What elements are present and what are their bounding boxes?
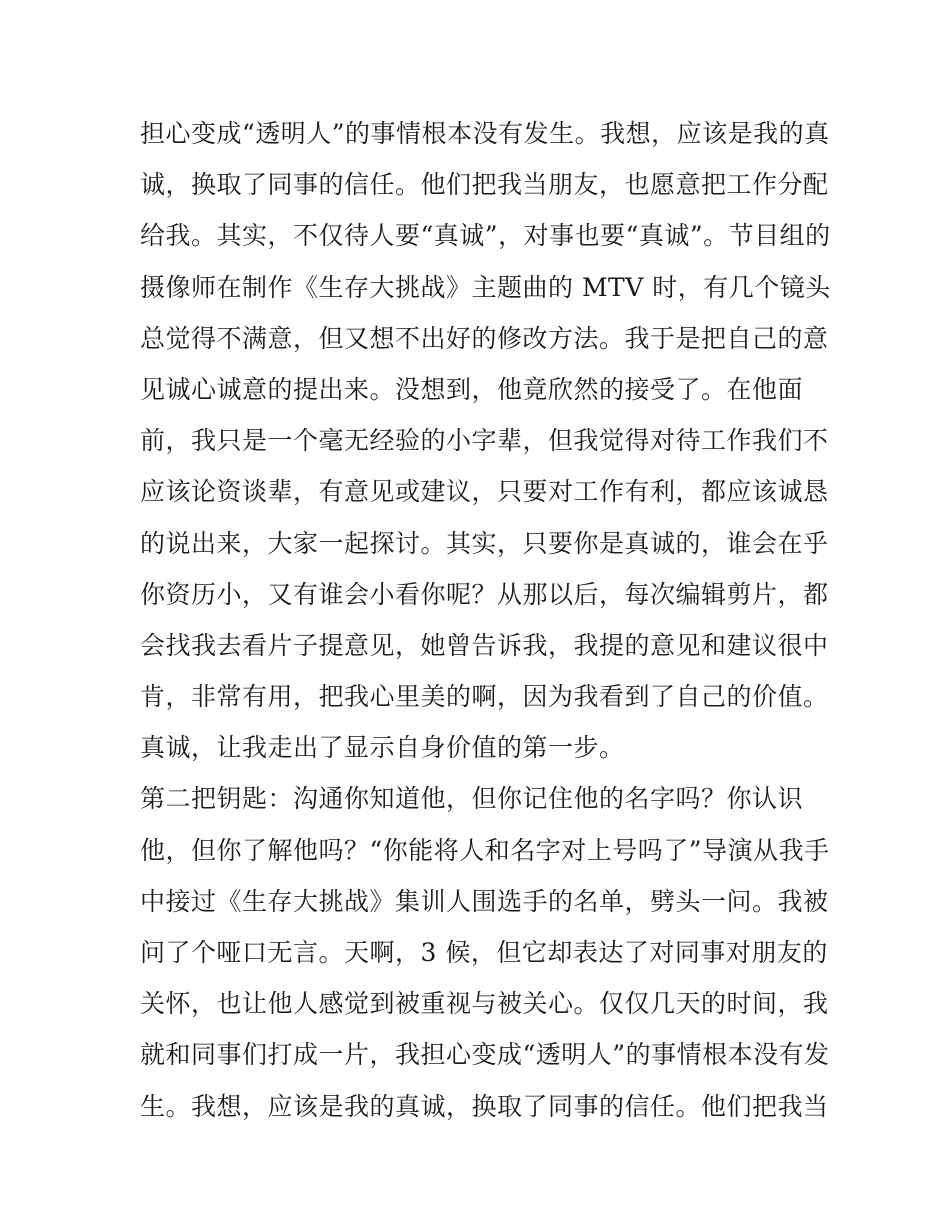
text-line: 关怀，也让他人感觉到被重视与被关心。仅仅几天的时间，我 (140, 989, 829, 1019)
text-line: 前，我只是一个毫无经验的小字辈，但我觉得对待工作我们不 (140, 426, 829, 456)
text-line: 肯，非常有用，把我心里美的啊，因为我看到了自己的价值。 (140, 682, 829, 712)
text-line: 问了个哑口无言。天啊，3 候，但它却表达了对同事对朋友的 (140, 938, 828, 967)
text-line: 会找我去看片子提意见，她曾告诉我，我提的意见和建议很中 (140, 630, 829, 660)
text-line: 他，但你了解他吗？“你能将人和名字对上号吗了”导演从我手 (140, 835, 830, 865)
text-line: 的说出来，大家一起探讨。其实，只要你是真诚的，谁会在乎 (140, 528, 829, 558)
body-text (140, 108, 830, 1132)
text-line: 给我。其实，不仅待人要“真诚”，对事也要“真诚”。节目组的 (140, 221, 831, 251)
text-line: 担心变成“透明人”的事情根本没有发生。我想，应该是我的真 (140, 119, 830, 148)
text-line: 摄像师在制作《生存大挑战》主题曲的 MTV 时，有几个镜头 (140, 272, 831, 302)
text-line: 第二把钥匙：沟通你知道他，但你记住他的名字吗？你认识 (140, 784, 804, 814)
text-line: 应该论资谈辈，有意见或建议，只要对工作有利，都应该诚恳 (140, 477, 829, 507)
text-line: 就和同事们打成一片，我担心变成“透明人”的事情根本没有发 (140, 1040, 830, 1070)
text-line: 诚，换取了同事的信任。他们把我当朋友，也愿意把工作分配 (140, 170, 829, 200)
text-line: 总觉得不满意，但又想不出好的修改方法。我于是把自己的意 (140, 323, 829, 353)
text-line: 中接过《生存大挑战》集训人围选手的名单，劈头一问。我被 (140, 886, 829, 916)
text-line: 你资历小，又有谁会小看你呢？从那以后，每次编辑剪片，都 (140, 579, 829, 609)
text-line: 真诚，让我走出了显示自身价值的第一步。 (140, 733, 625, 763)
text-line: 生。我想，应该是我的真诚，换取了同事的信任。他们把我当 (140, 1091, 829, 1121)
text-line: 见诚心诚意的提出来。没想到，他竟欣然的接受了。在他面 (140, 374, 804, 404)
